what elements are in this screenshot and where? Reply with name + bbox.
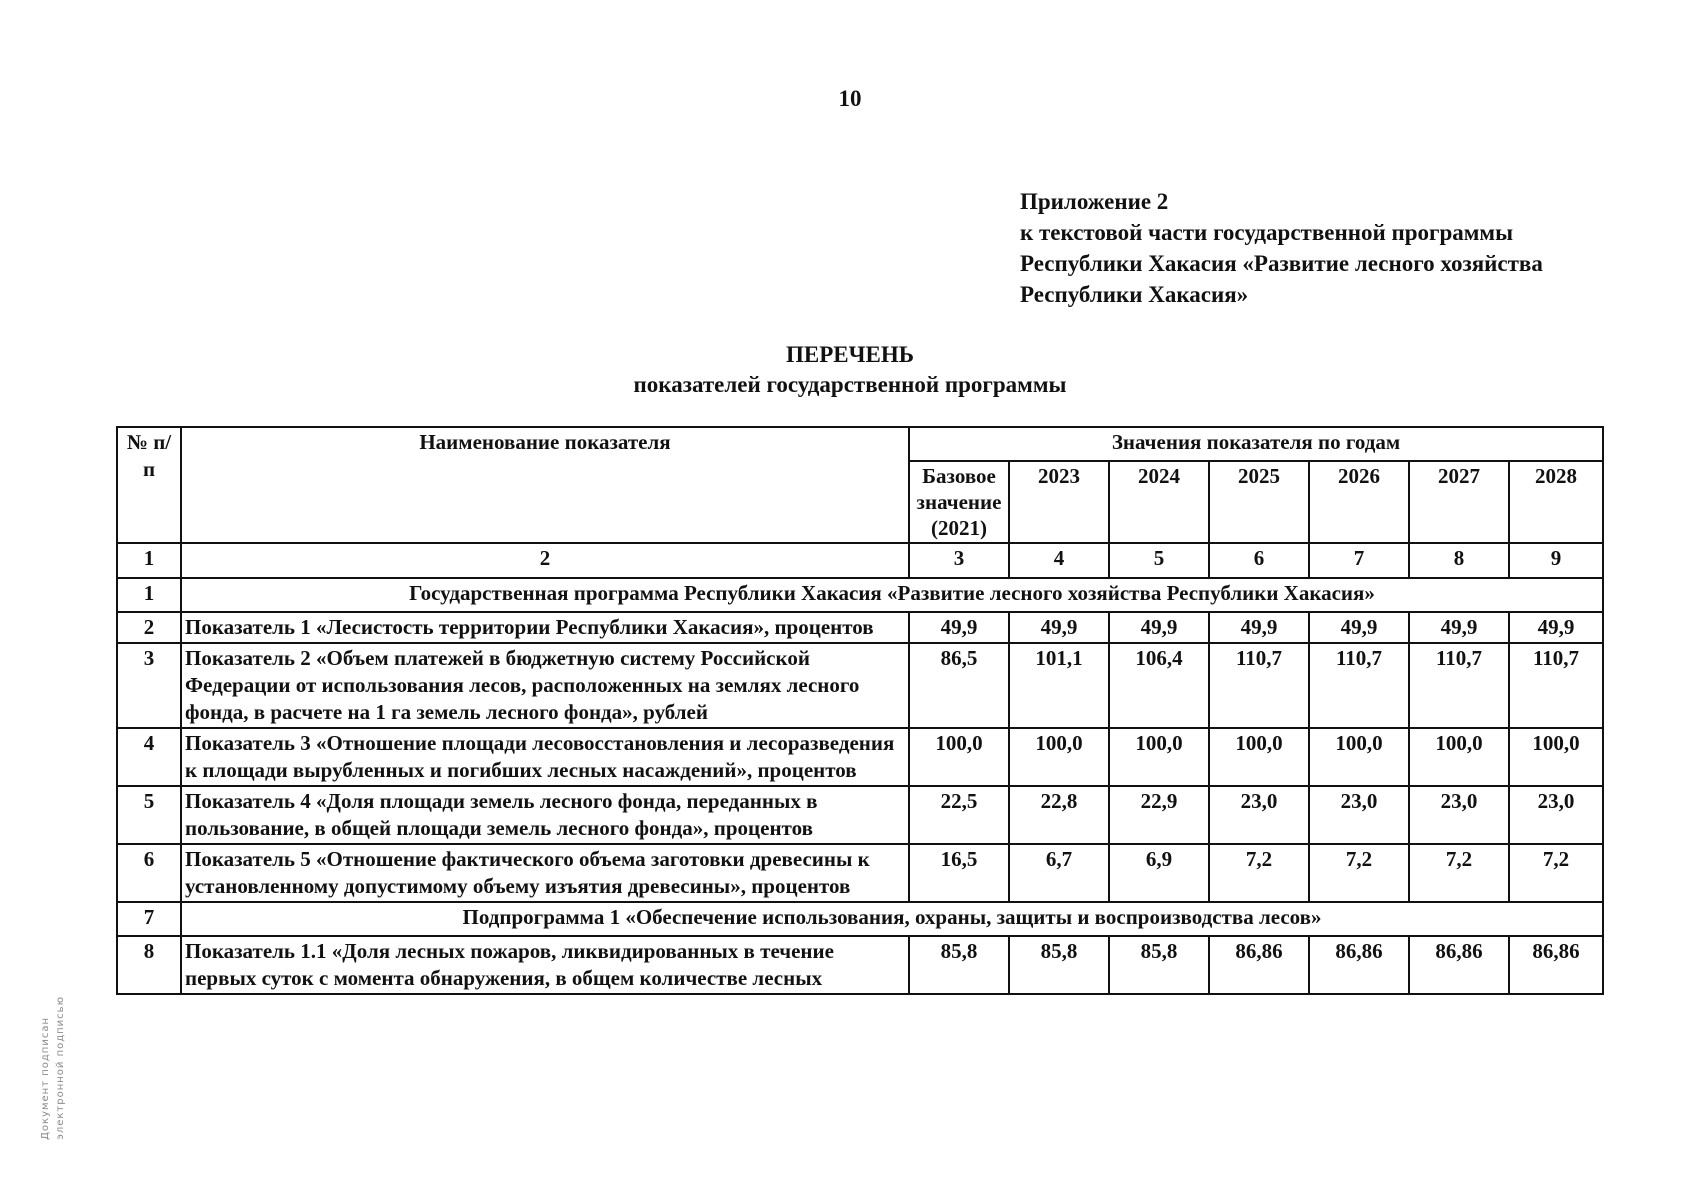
margin-stamp xyxy=(40,920,96,1140)
table-row xyxy=(117,643,1603,728)
page-number: 10 xyxy=(838,86,862,111)
indicator-value: 100,0 xyxy=(1209,728,1309,786)
indicator-value: 7,2 xyxy=(1209,844,1309,902)
indicator-value: 100,0 xyxy=(909,728,1009,786)
table-row-section xyxy=(117,578,1603,612)
indicator-name: Показатель 2 «Объем платежей в бюджетную систему Российской Федерации от использования лесов, расположенных на землях лесного фонда, в расчете на 1 га земель лесного фонда», рублей xyxy=(181,643,909,728)
indicator-value: 110,7 xyxy=(1409,643,1509,728)
header-year: 2027 xyxy=(1409,461,1509,543)
column-number: 8 xyxy=(1409,543,1509,578)
indicator-value: 22,9 xyxy=(1109,786,1209,844)
row-number: 3 xyxy=(117,643,181,728)
indicator-value: 86,86 xyxy=(1509,936,1603,994)
indicator-value: 100,0 xyxy=(1409,728,1509,786)
indicator-value: 110,7 xyxy=(1309,643,1409,728)
row-number: 6 xyxy=(117,844,181,902)
indicator-value: 100,0 xyxy=(1109,728,1209,786)
appendix-note xyxy=(1020,186,1660,310)
indicator-value: 23,0 xyxy=(1509,786,1603,844)
header-year: 2024 xyxy=(1109,461,1209,543)
indicator-value: 49,9 xyxy=(1409,612,1509,643)
stamp-line: электронной подписью xyxy=(55,996,66,1140)
column-numbers-row xyxy=(117,543,1603,578)
header-year: 2026 xyxy=(1309,461,1409,543)
indicator-value: 6,7 xyxy=(1009,844,1109,902)
row-number: 1 xyxy=(117,578,181,612)
section-title: Подпрограмма 1 «Обеспечение использования, охраны, защиты и воспроизводства лесов» xyxy=(181,902,1603,936)
indicator-value: 22,8 xyxy=(1009,786,1109,844)
indicator-value: 23,0 xyxy=(1209,786,1309,844)
column-number: 7 xyxy=(1309,543,1409,578)
row-number: 2 xyxy=(117,612,181,643)
indicator-value: 7,2 xyxy=(1509,844,1603,902)
appendix-line: Республики Хакасия» xyxy=(1020,282,1249,307)
indicator-name: Показатель 4 «Доля площади земель лесного фонда, переданных в пользование, в общей площади земель лесного фонда», процентов xyxy=(181,786,909,844)
row-number: 7 xyxy=(117,902,181,936)
indicator-name: Показатель 1.1 «Доля лесных пожаров, ликвидированных в течение первых суток с момента обнаружения, в общем количестве лесных xyxy=(181,936,909,994)
indicator-value: 49,9 xyxy=(1309,612,1409,643)
indicator-value: 86,5 xyxy=(909,643,1009,728)
indicator-value: 23,0 xyxy=(1309,786,1409,844)
indicator-value: 86,86 xyxy=(1309,936,1409,994)
indicator-value: 85,8 xyxy=(909,936,1009,994)
column-number: 9 xyxy=(1509,543,1603,578)
header-base-value: Базовое значение (2021) xyxy=(909,461,1009,543)
indicator-value: 49,9 xyxy=(1509,612,1603,643)
table-row xyxy=(117,844,1603,902)
indicators-table xyxy=(116,426,1604,995)
indicator-name: Показатель 5 «Отношение фактического объема заготовки древесины к установленному допустимому объему изъятия древесины», процентов xyxy=(181,844,909,902)
indicator-value: 23,0 xyxy=(1409,786,1509,844)
indicator-value: 86,86 xyxy=(1209,936,1309,994)
indicator-value: 85,8 xyxy=(1109,936,1209,994)
indicator-name: Показатель 1 «Лесистость территории Республики Хакасия», процентов xyxy=(181,612,909,643)
indicator-value: 49,9 xyxy=(1009,612,1109,643)
header-row xyxy=(117,427,1603,461)
indicator-value: 22,5 xyxy=(909,786,1009,844)
indicator-value: 49,9 xyxy=(909,612,1009,643)
table-row-section xyxy=(117,902,1603,936)
header-year: 2028 xyxy=(1509,461,1603,543)
column-number: 5 xyxy=(1109,543,1209,578)
indicator-value: 110,7 xyxy=(1209,643,1309,728)
table-row xyxy=(117,936,1603,994)
indicator-value: 7,2 xyxy=(1409,844,1509,902)
indicator-value: 6,9 xyxy=(1109,844,1209,902)
indicator-value: 16,5 xyxy=(909,844,1009,902)
indicator-value: 100,0 xyxy=(1309,728,1409,786)
header-values-group: Значения показателя по годам xyxy=(909,427,1603,461)
indicator-value: 106,4 xyxy=(1109,643,1209,728)
header-name: Наименование показателя xyxy=(181,427,909,543)
indicator-value: 49,9 xyxy=(1209,612,1309,643)
section-title: Государственная программа Республики Хакасия «Развитие лесного хозяйства Республики Хакасия» xyxy=(181,578,1603,612)
header-year: 2025 xyxy=(1209,461,1309,543)
header-num: № п/п xyxy=(117,427,181,543)
indicator-value: 110,7 xyxy=(1509,643,1603,728)
row-number: 8 xyxy=(117,936,181,994)
indicator-value: 7,2 xyxy=(1309,844,1409,902)
document-title xyxy=(450,340,1250,400)
indicator-name: Показатель 3 «Отношение площади лесовосстановления и лесоразведения к площади вырубленных и погибших лесных насаждений», процентов xyxy=(181,728,909,786)
table-row xyxy=(117,786,1603,844)
appendix-line: Республики Хакасия «Развитие лесного хозяйства xyxy=(1020,251,1543,276)
indicator-value: 49,9 xyxy=(1109,612,1209,643)
title-sub: показателей государственной программы xyxy=(633,372,1067,397)
appendix-line: Приложение 2 xyxy=(1020,189,1169,214)
column-number: 1 xyxy=(117,543,181,578)
indicator-value: 100,0 xyxy=(1009,728,1109,786)
title-main: ПЕРЕЧЕНЬ xyxy=(786,342,914,367)
column-number: 4 xyxy=(1009,543,1109,578)
header-year: 2023 xyxy=(1009,461,1109,543)
column-number: 6 xyxy=(1209,543,1309,578)
indicator-value: 101,1 xyxy=(1009,643,1109,728)
column-number: 3 xyxy=(909,543,1009,578)
stamp-line: Документ подписан xyxy=(40,1017,51,1140)
row-number: 4 xyxy=(117,728,181,786)
indicator-value: 86,86 xyxy=(1409,936,1509,994)
table-row xyxy=(117,612,1603,643)
column-number: 2 xyxy=(181,543,909,578)
indicator-value: 100,0 xyxy=(1509,728,1603,786)
table-row xyxy=(117,728,1603,786)
row-number: 5 xyxy=(117,786,181,844)
indicator-value: 85,8 xyxy=(1009,936,1109,994)
appendix-line: к текстовой части государственной программы xyxy=(1020,220,1514,245)
